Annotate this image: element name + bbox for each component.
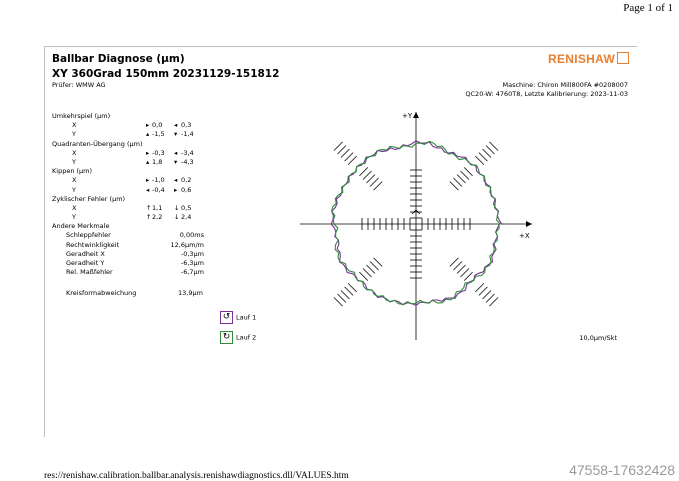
diagonal-tick [483,291,492,300]
diagonal-tick [457,175,466,184]
other-label: Geradheit X [66,249,105,258]
quadrant-y-arrow-down-icon: ▾ [174,157,178,166]
cyclic-y-label: Y [72,213,76,222]
x-axis-arrow-icon [526,221,532,227]
footer-url: res://renishaw.calibration.ballbar.analysis.renishawdiagnostics.dll/VALUES.htm [44,471,349,481]
backlash-x-arrow-icon: ▸ [146,121,150,130]
diagonal-tick [348,156,357,165]
scale-label: 10,0µm/Skt [579,334,617,342]
backlash-y-arrow-down-icon: ▾ [174,130,178,139]
diagonal-tick [450,258,459,267]
backlash-heading: Umkehrspiel (µm) [52,112,111,120]
diagonal-tick [367,265,376,274]
legend-run2[interactable] [220,331,256,344]
y-axis-arrow-icon [413,112,419,118]
backlash-y-value-1: -1,5 [152,130,165,139]
diagonal-tick [450,182,459,191]
diagonal-tick [490,142,499,151]
y-axis-label: +Y [402,112,413,120]
cyclic-x-label: X [72,203,77,212]
other-label: Rechtwinkligkeit [66,240,120,249]
tilt-y-arrow-right-icon: ▸ [174,185,178,194]
cyclic-x-arrow-up-icon: ↑ [146,203,152,212]
diagonal-tick [374,258,383,267]
quadrant-y-label: Y [72,157,76,166]
diagonal-tick [454,262,463,271]
other-value: -6,3µm [180,259,204,267]
qc-calibration-label: QC20-W: 4760T8, Letzte Kalibrierung: 2023-11-03 [465,90,628,98]
diagonal-tick [341,291,350,300]
other-value: 0,00ms [179,231,204,240]
tilt-x-value-2: 0,2 [181,176,192,185]
examiner-label: Prüfer: WMW AG [52,81,106,89]
quadrant-x-arrow-icon: ▸ [146,148,150,157]
backlash-y-label: Y [72,130,76,139]
diagonal-tick [457,265,466,274]
diagonal-tick [359,272,368,281]
cyclic-heading: Zyklischer Fehler (µm) [52,194,126,203]
roundness-value: 13,9µm [178,289,203,297]
other-label: Rel. Maßfehler [66,268,113,277]
other-label: Geradheit Y [66,259,105,267]
cyclic-x-value-1: 1,1 [152,203,163,212]
quadrant-y-value-2: -4,3 [181,157,194,166]
diagonal-tick [454,178,463,187]
diagonal-tick [334,142,343,151]
diagonal-tick [348,283,357,292]
x-axis-label: +X [519,232,530,240]
other-value: -0,3µm [180,249,204,258]
diagonal-tick [374,182,383,191]
cyclic-y-arrow-down-icon: ↓ [174,213,180,222]
diagonal-tick [341,149,350,158]
rotate-ccw-icon: ↺ [220,311,233,324]
diagonal-tick [334,298,343,307]
diagonal-tick [363,269,372,278]
backlash-x-value-2: 0,3 [181,121,192,130]
legend-run2-label: Lauf 2 [236,333,257,342]
quadrant-x-value-1: -0,3 [152,148,165,157]
diagonal-tick [338,146,347,155]
legend-run1[interactable] [220,311,256,324]
other-value: -6,7µm [180,268,204,277]
diagonal-tick [461,171,470,180]
diagonal-tick [483,149,492,158]
polar-plot [300,108,540,340]
diagonal-tick [486,294,495,303]
rotate-cw-icon: ↻ [220,331,233,344]
diagonal-tick [370,262,379,271]
page-number: Page 1 of 1 [623,2,673,14]
cyclic-y-arrow-up-icon: ↑ [146,213,152,222]
diagonal-tick [367,175,376,184]
cyclic-y-value-2: 2,4 [181,213,192,222]
diagonal-tick [345,153,354,162]
other-heading: Andere Merkmale [52,222,110,231]
tilt-y-arrow-icon: ◂ [146,185,150,194]
diagonal-tick [490,298,499,307]
diagonal-tick [479,153,488,162]
quadrant-heading: Quadranten-Übergang (µm) [52,139,143,148]
tilt-x-arrow-left-icon: ◂ [174,176,178,185]
backlash-x-label: X [72,121,77,130]
tilt-y-value-1: -0,4 [152,185,165,194]
backlash-x-arrow-left-icon: ◂ [174,121,178,130]
cyclic-x-value-2: 0,5 [181,203,192,212]
roundness-label: Kreisformabweichung [66,289,137,297]
diagonal-tick [370,178,379,187]
tilt-y-label: Y [72,185,76,194]
report-subtitle: XY 360Grad 150mm 20231129-151812 [52,68,280,80]
diagonal-tick [464,167,473,176]
legend-run1-label: Lauf 1 [236,313,257,322]
cyclic-y-value-1: 2,2 [152,213,163,222]
diagonal-tick [475,156,484,165]
renishaw-logo: RENISHAW [548,52,629,66]
backlash-y-value-2: -1,4 [181,130,194,139]
quadrant-y-arrow-up-icon: ▴ [146,157,150,166]
report-title: Ballbar Diagnose (µm) [52,53,185,65]
quadrant-x-label: X [72,148,77,157]
cyclic-x-arrow-down-icon: ↓ [174,203,180,212]
quadrant-x-arrow-left-icon: ◂ [174,148,178,157]
diagonal-tick [464,272,473,281]
diagonal-tick [359,167,368,176]
listing-id: 47558-17632428 [569,462,675,478]
diagonal-tick [363,171,372,180]
backlash-x-value-1: 0,0 [152,121,163,130]
other-label: Schleppfehler [66,231,111,240]
tilt-x-label: X [72,176,77,185]
other-value: 12,6µm/m [170,240,204,249]
tilt-y-value-2: 0,6 [181,185,192,194]
tilt-heading: Kippen (µm) [52,167,93,176]
diagonal-tick [475,283,484,292]
diagonal-tick [345,287,354,296]
diagonal-tick [461,269,470,278]
diagonal-tick [486,146,495,155]
quadrant-x-value-2: -3,4 [181,148,194,157]
quadrant-y-value-1: 1,8 [152,157,163,166]
diagonal-tick [479,287,488,296]
machine-label: Maschine: Chiron Mill800FA #0208007 [502,81,628,89]
backlash-y-arrow-up-icon: ▴ [146,130,150,139]
diagonal-tick [338,294,347,303]
tilt-x-arrow-icon: ▸ [146,176,150,185]
tilt-x-value-1: -1,0 [152,176,165,185]
